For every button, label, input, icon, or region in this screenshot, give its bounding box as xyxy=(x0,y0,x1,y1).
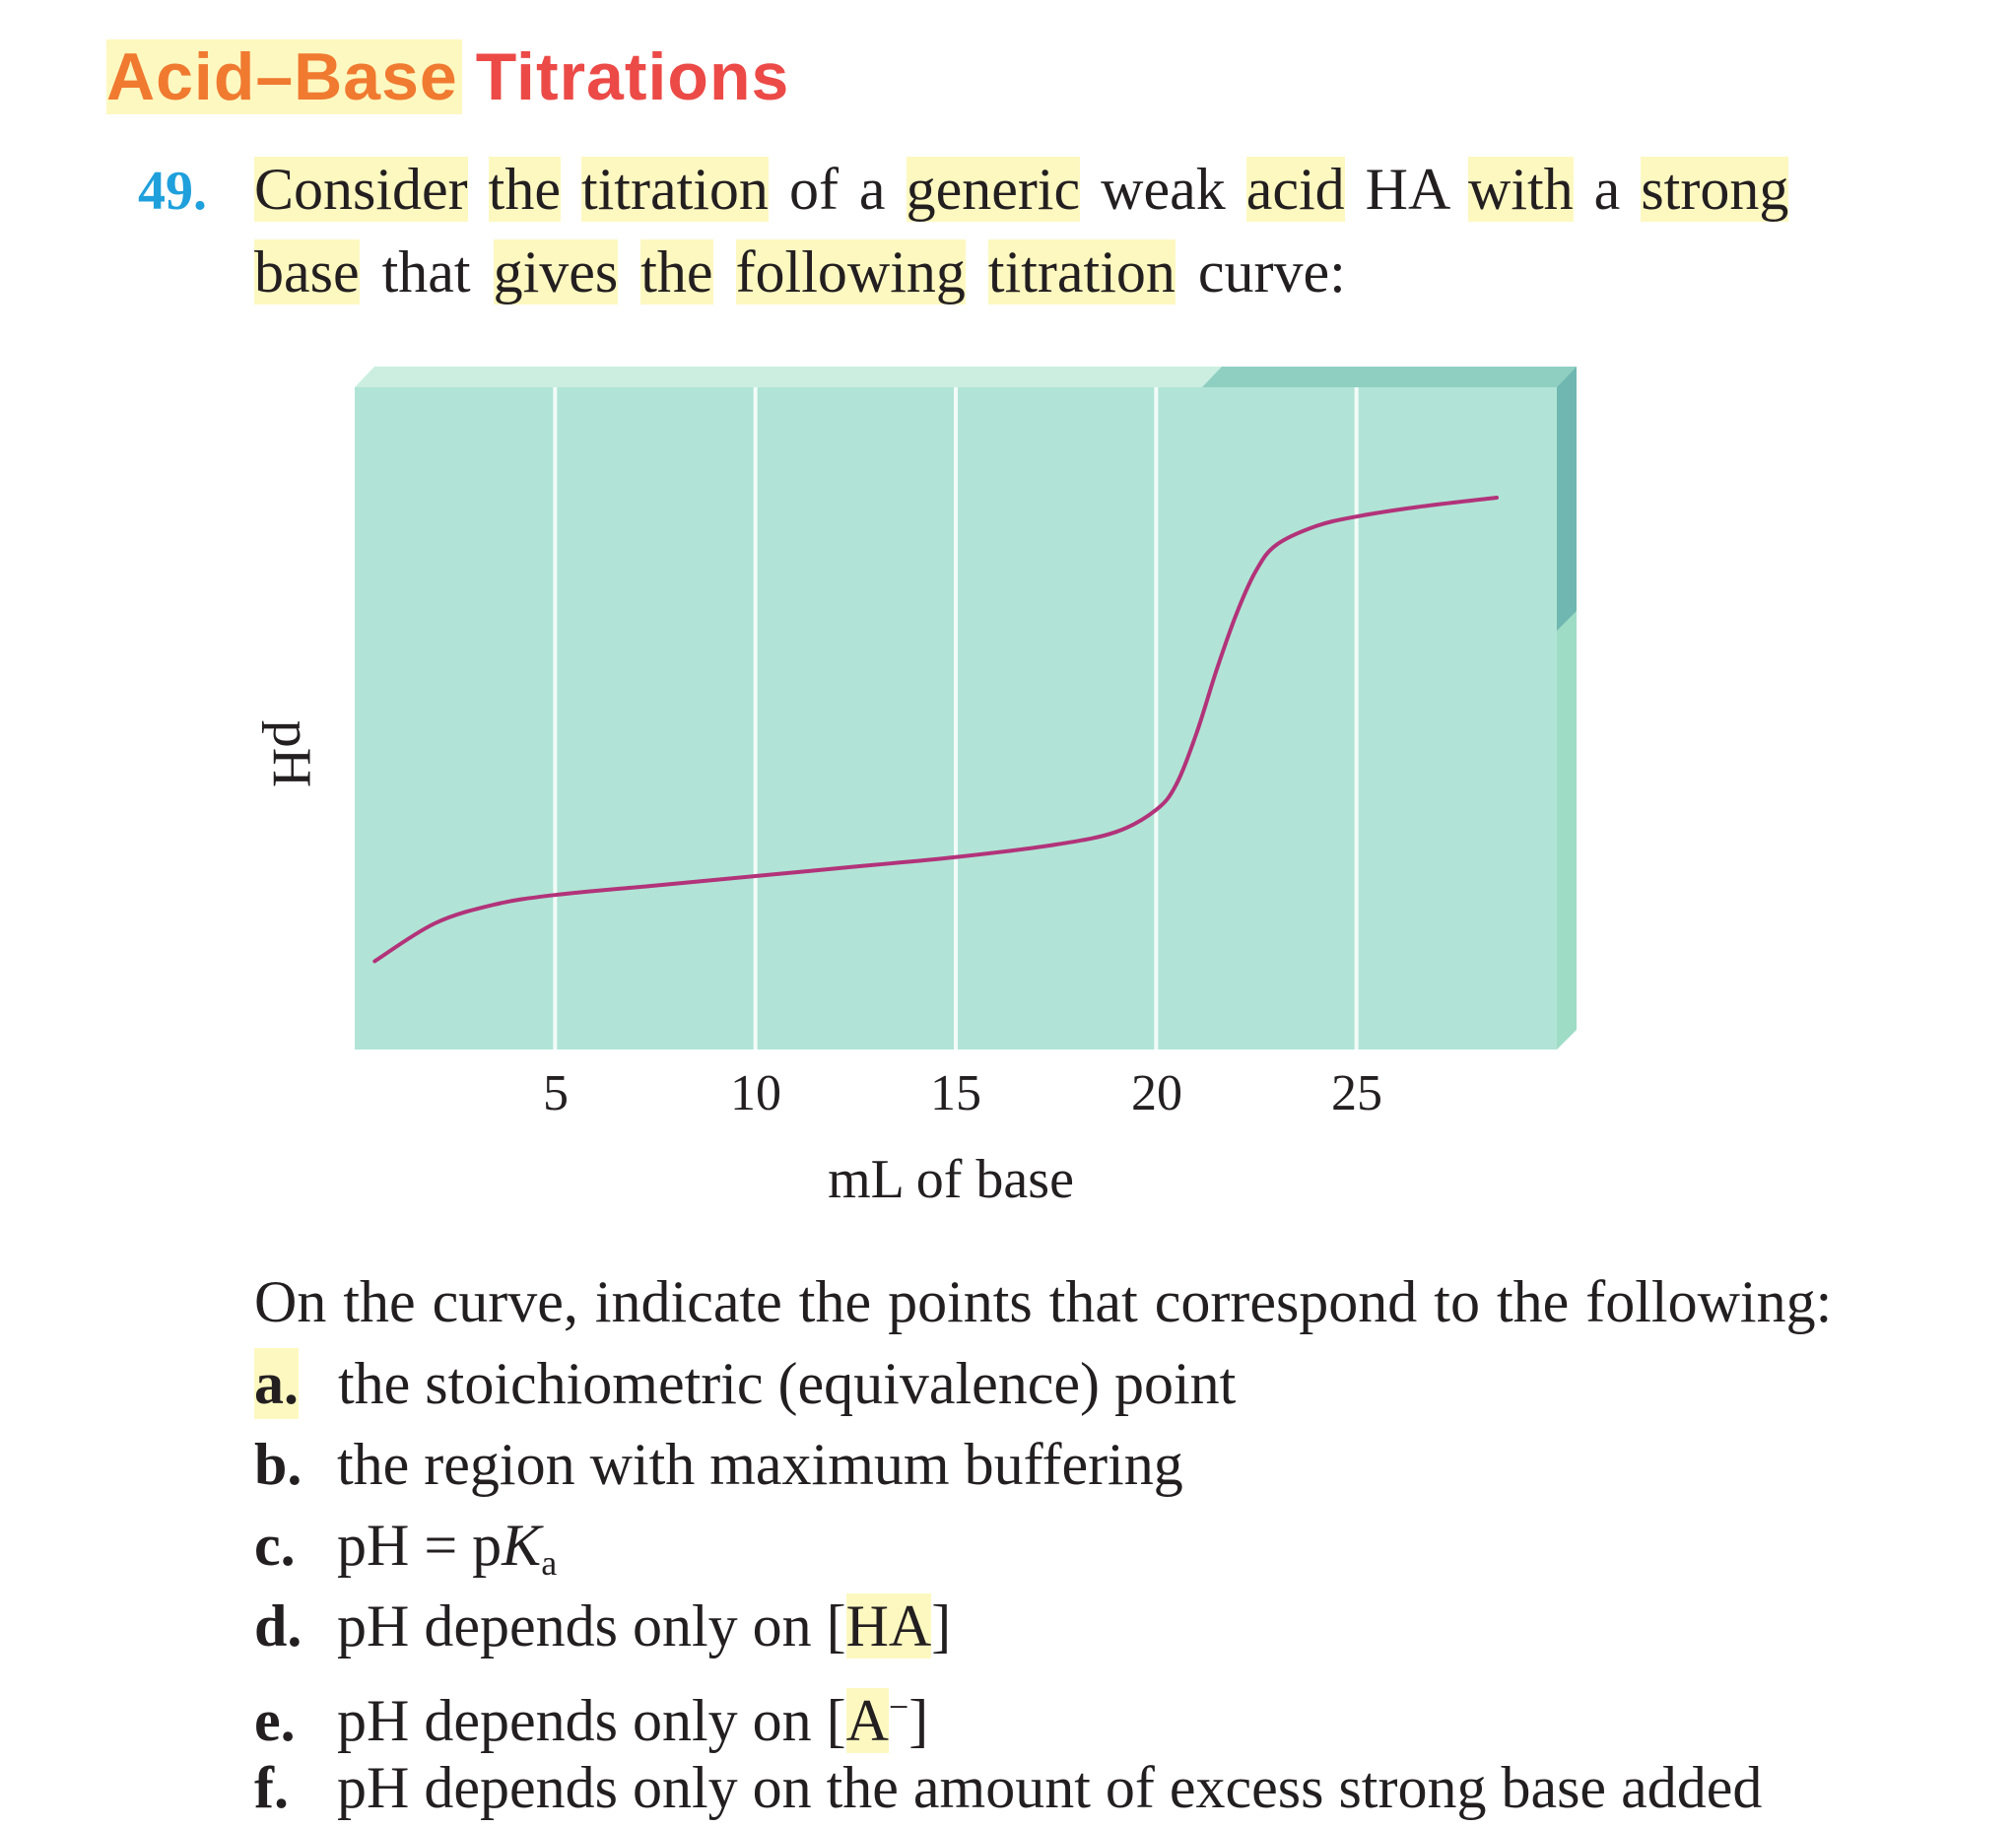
x-axis-label: mL of base xyxy=(828,1149,1074,1210)
plot-top-face-shade xyxy=(1202,367,1577,387)
question-word: HA xyxy=(1365,157,1447,222)
option-f xyxy=(254,1752,1762,1823)
option-text: pH depends only on [ xyxy=(337,1688,846,1753)
option-text-end: ] xyxy=(908,1688,929,1753)
option-letter: a. xyxy=(254,1348,299,1419)
question-word: strong xyxy=(1641,157,1789,222)
x-tick-label-15: 15 xyxy=(930,1065,981,1121)
section-title xyxy=(106,35,789,118)
question-word: gives xyxy=(493,239,619,305)
question-word: a xyxy=(858,157,886,222)
option-variable: K xyxy=(502,1513,542,1578)
question-word: base xyxy=(254,239,360,305)
x-tick-label-20: 20 xyxy=(1131,1065,1182,1121)
option-text: pH depends only on [ xyxy=(337,1593,846,1659)
x-tick-label-25: 25 xyxy=(1331,1065,1382,1121)
question-word: the xyxy=(640,239,713,305)
section-title-part2: Titrations xyxy=(475,39,790,114)
question-word: titration xyxy=(580,157,769,222)
option-e xyxy=(254,1671,928,1756)
option-text: pH = p xyxy=(337,1513,503,1578)
x-tick-label-5: 5 xyxy=(543,1065,569,1121)
question-word: the xyxy=(488,157,561,222)
x-tick-label-10: 10 xyxy=(730,1065,781,1121)
option-letter: b. xyxy=(254,1432,302,1497)
option-letter: d. xyxy=(254,1593,302,1659)
question-word: with xyxy=(1468,157,1574,222)
option-letter: e. xyxy=(254,1688,296,1753)
question-word: acid xyxy=(1245,157,1345,222)
question-word: of xyxy=(788,157,839,222)
option-species: A xyxy=(845,1688,889,1753)
question-word: following xyxy=(735,239,966,305)
instructions-text: On the curve, indicate the points that correspond to the following: xyxy=(254,1269,1833,1334)
option-superscript: − xyxy=(888,1687,909,1726)
option-a xyxy=(254,1348,1236,1419)
question-word: a xyxy=(1593,157,1621,222)
question-word: that xyxy=(381,239,471,305)
question-text-line2 xyxy=(254,237,1346,306)
option-text-end: ] xyxy=(931,1593,952,1659)
option-text: the stoichiometric (equivalence) point xyxy=(338,1351,1237,1416)
option-letter: c. xyxy=(254,1513,296,1578)
option-c xyxy=(254,1510,557,1598)
option-text: pH depends only on the amount of excess strong base added xyxy=(337,1755,1763,1820)
titration-curve-chart xyxy=(236,355,1616,1064)
option-text: the region with maximum buffering xyxy=(337,1432,1183,1497)
option-letter: f. xyxy=(254,1755,289,1820)
question-word: titration xyxy=(987,239,1176,305)
option-d xyxy=(254,1591,951,1661)
question-text-line1 xyxy=(254,155,1788,224)
option-subscript: a xyxy=(541,1543,558,1583)
option-species: HA xyxy=(845,1593,932,1659)
plot-side-face-shade xyxy=(1557,367,1577,631)
section-title-part1: Acid–Base xyxy=(106,39,462,114)
question-number: 49. xyxy=(138,161,207,222)
question-word: generic xyxy=(906,157,1081,222)
option-b xyxy=(254,1429,1183,1500)
question-word: curve: xyxy=(1197,239,1346,305)
y-axis-label: pH xyxy=(261,719,323,788)
question-word: weak xyxy=(1101,157,1226,222)
question-word: Consider xyxy=(254,157,468,222)
